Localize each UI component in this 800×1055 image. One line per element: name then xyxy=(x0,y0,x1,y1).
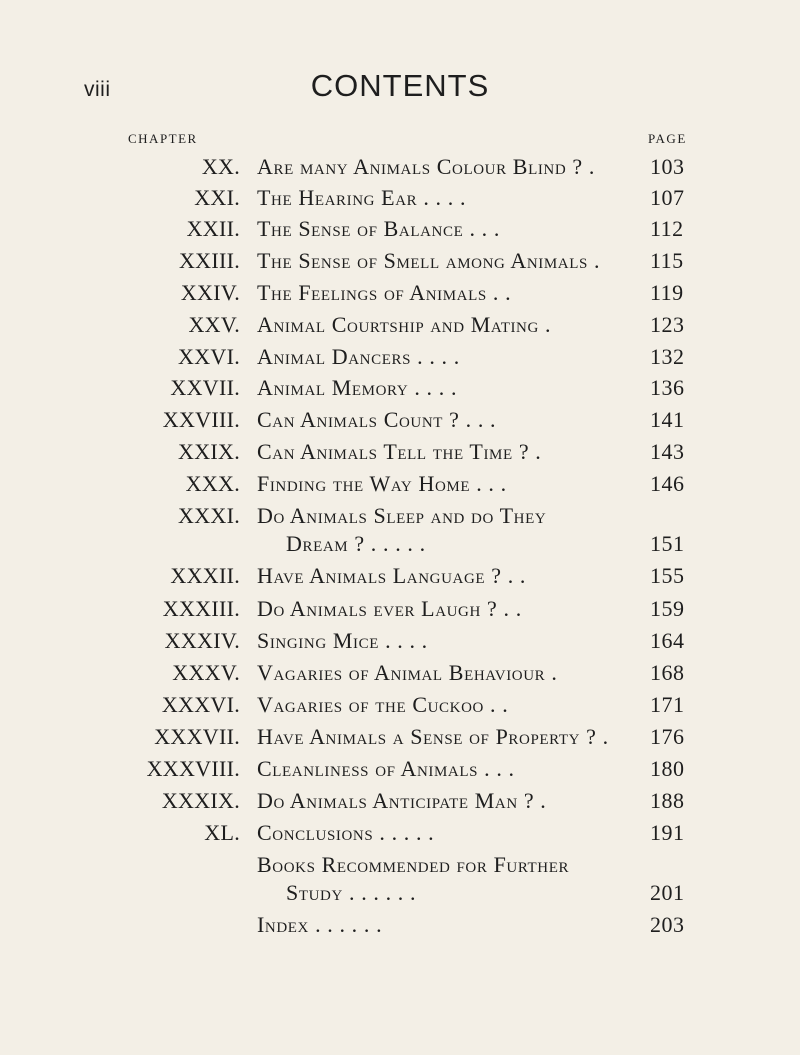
chapter-title: Books Recommended for Further xyxy=(257,852,570,877)
page-reference: 176 xyxy=(650,724,685,749)
chapter-title: Index . . . . . . xyxy=(257,912,383,937)
page-reference: 203 xyxy=(650,912,685,937)
chapter-title: Study . . . . . . xyxy=(286,880,417,905)
page-reference: 115 xyxy=(650,248,684,273)
toc-entry xyxy=(0,531,800,561)
chapter-number: XXIII. xyxy=(178,248,240,273)
toc-entry xyxy=(0,503,800,533)
page-reference: 136 xyxy=(650,375,685,400)
toc-entry xyxy=(0,312,800,342)
toc-entry xyxy=(0,344,800,374)
toc-entry xyxy=(0,788,800,818)
page-reference: 180 xyxy=(650,756,685,781)
page-reference: 168 xyxy=(650,660,685,685)
page-reference: 191 xyxy=(650,820,685,845)
toc-entry xyxy=(0,852,800,882)
toc-entry xyxy=(0,407,800,437)
page-column-header: PAGE xyxy=(648,131,687,146)
chapter-title: Animal Dancers . . . . xyxy=(257,344,460,369)
chapter-number: XXXV. xyxy=(172,660,240,685)
toc-entry xyxy=(0,820,800,850)
chapter-number: XXXIII. xyxy=(162,596,240,621)
page-number: viii xyxy=(84,78,111,101)
page-reference: 151 xyxy=(650,531,685,556)
page-reference: 171 xyxy=(650,692,685,717)
toc-entry xyxy=(0,185,800,215)
page-reference: 143 xyxy=(650,439,685,464)
page-reference: 146 xyxy=(650,471,685,496)
chapter-title: Do Animals Anticipate Man ? . xyxy=(257,788,547,813)
chapter-number: XXVII. xyxy=(170,375,240,400)
chapter-number: XXI. xyxy=(194,185,240,210)
toc-entry xyxy=(0,692,800,722)
toc-entry xyxy=(0,756,800,786)
chapter-title: Animal Courtship and Mating . xyxy=(257,312,552,337)
page-reference: 201 xyxy=(650,880,685,905)
toc-entry xyxy=(0,563,800,593)
chapter-title: Can Animals Count ? . . . xyxy=(257,407,497,432)
toc-entry xyxy=(0,248,800,278)
chapter-number: XL. xyxy=(204,820,240,845)
toc-entry xyxy=(0,628,800,658)
toc-entry xyxy=(0,375,800,405)
chapter-number: XXXIV. xyxy=(164,628,240,653)
page-reference: 132 xyxy=(650,344,685,369)
page-reference: 188 xyxy=(650,788,685,813)
toc-entry xyxy=(0,216,800,246)
chapter-title: The Hearing Ear . . . . xyxy=(257,185,467,210)
page-reference: 119 xyxy=(650,280,684,305)
chapter-number: XXVI. xyxy=(178,344,240,369)
chapter-title: The Sense of Smell among Animals . xyxy=(257,248,601,273)
page-reference: 141 xyxy=(650,407,685,432)
chapter-number: XXXVII. xyxy=(154,724,240,749)
toc-entry xyxy=(0,724,800,754)
toc-entry xyxy=(0,660,800,690)
chapter-number: XXXI. xyxy=(178,503,240,528)
chapter-title: Vagaries of Animal Behaviour . xyxy=(257,660,558,685)
toc-entry xyxy=(0,471,800,501)
toc-entry xyxy=(0,154,800,184)
chapter-title: The Sense of Balance . . . xyxy=(257,216,500,241)
chapter-title: Do Animals Sleep and do They xyxy=(257,503,547,528)
chapter-number: XXIX. xyxy=(178,439,240,464)
page-reference: 112 xyxy=(650,216,684,241)
page-reference: 103 xyxy=(650,154,685,179)
chapter-title: Conclusions . . . . . xyxy=(257,820,435,845)
chapter-title: Have Animals a Sense of Property ? . xyxy=(257,724,609,749)
chapter-title: Cleanliness of Animals . . . xyxy=(257,756,515,781)
toc-entry xyxy=(0,880,800,910)
toc-entry xyxy=(0,439,800,469)
chapter-title: Singing Mice . . . . xyxy=(257,628,428,653)
chapter-title: Do Animals ever Laugh ? . . xyxy=(257,596,522,621)
toc-entry xyxy=(0,280,800,310)
chapter-number: XXVIII. xyxy=(162,407,240,432)
chapter-title: The Feelings of Animals . . xyxy=(257,280,512,305)
chapter-title: Finding the Way Home . . . xyxy=(257,471,507,496)
chapter-number: XXIV. xyxy=(180,280,240,305)
chapter-title: Are many Animals Colour Blind ? . xyxy=(257,154,595,179)
chapter-number: XXII. xyxy=(186,216,240,241)
page-reference: 123 xyxy=(650,312,685,337)
chapter-number: XXV. xyxy=(188,312,240,337)
chapter-number: XXXII. xyxy=(170,563,240,588)
chapter-title: Animal Memory . . . . xyxy=(257,375,458,400)
chapter-title: Have Animals Language ? . . xyxy=(257,563,527,588)
toc-entry xyxy=(0,912,800,942)
page-reference: 164 xyxy=(650,628,685,653)
chapter-title: Dream ? . . . . . xyxy=(286,531,426,556)
page-reference: 107 xyxy=(650,185,685,210)
toc-entry xyxy=(0,596,800,626)
chapter-title: Vagaries of the Cuckoo . . xyxy=(257,692,509,717)
chapter-number: XXXVIII. xyxy=(146,756,240,781)
chapter-number: XXXIX. xyxy=(161,788,240,813)
chapter-column-header: CHAPTER xyxy=(128,131,198,146)
page-title: CONTENTS xyxy=(310,68,490,103)
chapter-number: XX. xyxy=(201,154,240,179)
chapter-number: XXX. xyxy=(185,471,240,496)
page-reference: 159 xyxy=(650,596,685,621)
page-reference: 155 xyxy=(650,563,685,588)
chapter-title: Can Animals Tell the Time ? . xyxy=(257,439,542,464)
chapter-number: XXXVI. xyxy=(161,692,240,717)
